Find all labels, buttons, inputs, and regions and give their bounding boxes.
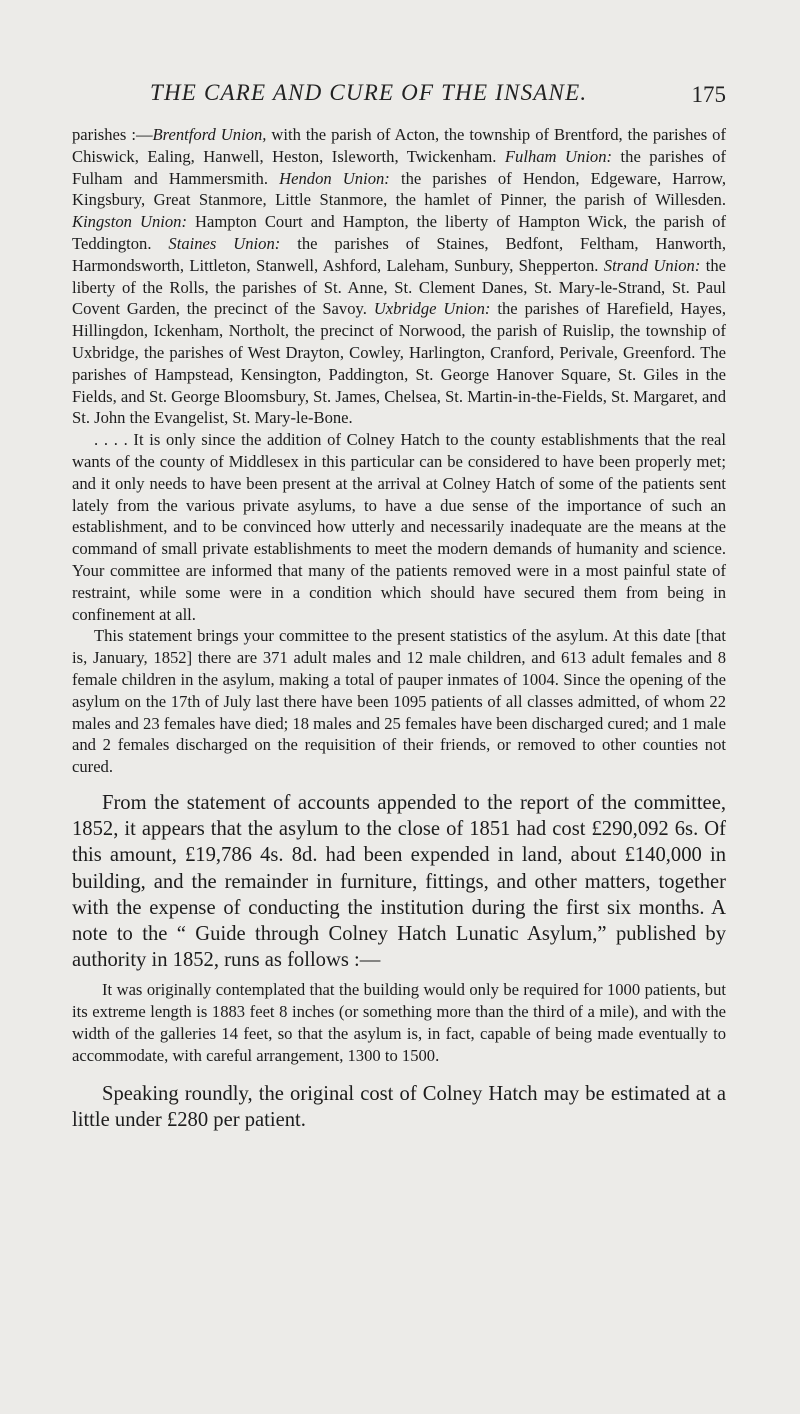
- union-name-staines: Staines Union:: [168, 233, 281, 253]
- text-run: the parishes of Staines, Bedfont, Feltham, Hanworth, Harmondsworth, Littleton, Stanwell, Ashford, Laleham, Sunbury, Shepperton.: [72, 233, 726, 275]
- union-name-fulham: Fulham Union:: [504, 146, 613, 166]
- union-parishes-paragraph: [72, 124, 726, 429]
- text-run: parishes :—: [72, 125, 153, 144]
- committee-report-paragraph: . . . . It is only since the addition of Colney Hatch to the county establishments that the real wants of the county of Middlesex in this particular can be considered to have been properly met; and it only needs to have been present at the arrival at Colney Hatch of some of the patients sent lately from the various private asylums, to have a due sense of the importance of such an establishment, and to be convinced how utterly and necessarily inadequate are the means at the command of small private establishments to meet the modern demands of humanity and science. Your committee are informed that many of the patients removed were in a most painful state of restraint, while some were in a condition which should have secured them from being in confinement at all.: [72, 430, 726, 624]
- union-name-kingston: Kingston Union:: [72, 212, 187, 232]
- page-number: 175: [691, 82, 726, 107]
- union-name-strand: Strand Union:: [603, 255, 701, 275]
- union-name-hendon: Hendon Union:: [279, 168, 390, 188]
- guide-quote-paragraph: It was originally contemplated that the building would only be required for 1000 patients, but its extreme length is 1883 feet 8 inches (or something more than the third of a mile), and with the width of the galleries 14 feet, so that the asylum is, in fact, capable of being made eventually to accommodate, with careful arrangement, 1300 to 1500.: [72, 980, 726, 1065]
- union-name-uxbridge: Uxbridge Union:: [373, 299, 491, 319]
- text-run: the liberty of the Rolls, the parishes of St. Anne, St. Clement Danes, St. Mary-le-Strand, St. Paul Covent Garden, the precinct of the Savoy.: [72, 255, 726, 319]
- cost-per-patient-paragraph: Speaking roundly, the original cost of Colney Hatch may be estimated at a little under £280 per patient.: [72, 1082, 726, 1131]
- accounts-paragraph: From the statement of accounts appended to the report of the committee, 1852, it appears that the asylum to the close of 1851 had cost £290,092 6s. Of this amount, £19,786 4s. 8d. had been expended in land, about £140,000 in building, and the remainder in furniture, fittings, and other matters, together with the expense of conducting the institution during the first six months. A note to the “ Guide through Colney Hatch Lunatic Asylum,” published by authority in 1852, runs as follows :—: [72, 791, 726, 972]
- text-run: with the parish of Acton, the township of Brentford, the parishes of Chiswick, Ealing, Hanwell, Heston, Isleworth, Twickenham.: [72, 125, 726, 166]
- text-run: the parishes of Harefield, Hayes, Hillingdon, Ickenham, Northolt, the precinct of Norwood, the parish of Ruislip, the township of Uxbridge, the parishes of West Drayton, Cowley, Harlington, Cranford, Perivale, Greenford. The parishes of Hampstead, Kensington, Paddington, St. George Hanover Square, St. Giles in the Fields, and St. George Bloomsbury, St. James, Chelsea, St. Martin-in-the-Fields, St. Margaret, and St. John the Evangelist, St. Mary-le-Bone.: [72, 299, 726, 428]
- text-run: Hampton Court and Hampton, the liberty of Hampton Wick, the parish of Teddington.: [72, 212, 726, 253]
- running-title: THE CARE AND CURE OF THE INSANE.: [150, 80, 588, 105]
- statistics-paragraph: This statement brings your committee to the present statistics of the asylum. At this date [that is, January, 1852] there are 371 adult males and 12 male children, and 613 adult females and 8 female children in the asylum, making a total of pauper inmates of 1004. Since the opening of the asylum on the 17th of July last there have been 1095 patients of all classes admitted, of whom 22 males and 23 females have died; 18 males and 25 females have been discharged cured; and 1 male and 2 females discharged on the requisition of their friends, or removed to other counties not cured.: [72, 626, 726, 777]
- running-head: [72, 74, 726, 118]
- union-name-brentford: Brentford Union,: [152, 125, 267, 144]
- text-run: the parishes of Fulham and Hammersmith.: [72, 146, 726, 188]
- text-run: the parishes of Hendon, Edgeware, Harrow, Kingsbury, Great Stanmore, Little Stanmore, the hamlet of Pinner, the parish of Willesden.: [72, 168, 726, 210]
